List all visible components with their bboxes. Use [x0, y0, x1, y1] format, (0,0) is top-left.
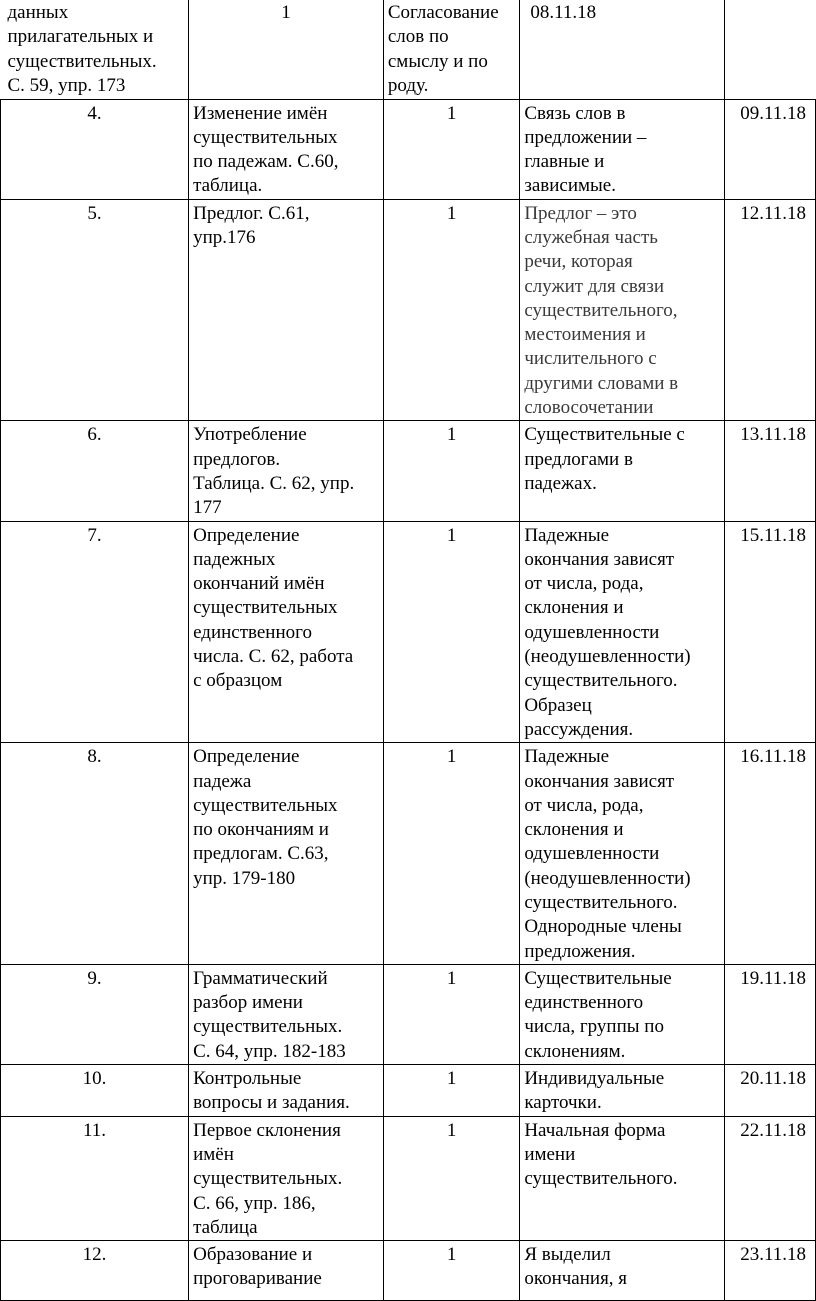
topic-cell: данных прилагательных и существительных. С. 59, упр. 173 — [1, 0, 189, 99]
row-number-cell: 6. — [1, 421, 189, 521]
table-row — [1, 964, 816, 1064]
topic-cell: Предлог. С.61, упр.176 — [189, 199, 384, 421]
table-row — [1, 743, 816, 965]
topic-cell: Образование и проговаривание — [189, 1241, 384, 1301]
concept-cell: Предлог – это служебная часть речи, которая служит для связи существительного, местоимения и числительного с другими словами в словосочетании — [520, 199, 725, 421]
concept-cell: Существительные единственного числа, группы по склонениям. — [520, 964, 725, 1064]
topic-cell: Определение падежных окончаний имён существительных единственного числа. С. 62, работа с образцом — [189, 521, 384, 743]
row-number-cell: 12. — [1, 1241, 189, 1301]
table-row — [1, 99, 816, 199]
row-number-cell: 9. — [1, 964, 189, 1064]
date-cell: 12.11.18 — [725, 199, 816, 421]
date-cell: 08.11.18 — [520, 0, 725, 99]
row-number-cell: 7. — [1, 521, 189, 743]
date-cell: 20.11.18 — [725, 1065, 816, 1117]
concept-cell: Падежные окончания зависят от числа, рода, склонения и одушевленности (неодушевленности) существительного. Однородные члены предложения. — [520, 743, 725, 965]
hours-cell: 1 — [383, 1065, 519, 1117]
hours-cell: 1 — [383, 964, 519, 1064]
date-cell: 22.11.18 — [725, 1116, 816, 1240]
date-cell: 19.11.18 — [725, 964, 816, 1064]
concept-cell: Существительные с предлогами в падежах. — [520, 421, 725, 521]
date-cell: 13.11.18 — [725, 421, 816, 521]
topic-cell: Изменение имён существительных по падежам. С.60, таблица. — [189, 99, 384, 199]
date-cell: 09.11.18 — [725, 99, 816, 199]
table-row — [1, 1241, 816, 1301]
row-number-cell: 11. — [1, 1116, 189, 1240]
hours-cell: 1 — [383, 1116, 519, 1240]
concept-cell: Индивидуальные карточки. — [520, 1065, 725, 1117]
hours-cell: 1 — [383, 743, 519, 965]
date-cell: 16.11.18 — [725, 743, 816, 965]
table-row — [1, 521, 816, 743]
concept-cell: Связь слов в предложении – главные и зависимые. — [520, 99, 725, 199]
row-number-cell: 10. — [1, 1065, 189, 1117]
topic-cell: Грамматический разбор имени существительных. С. 64, упр. 182-183 — [189, 964, 384, 1064]
topic-cell: Контрольные вопросы и задания. — [189, 1065, 384, 1117]
hours-cell: 1 — [383, 1241, 519, 1301]
hours-cell: 1 — [383, 99, 519, 199]
hours-cell: 1 — [383, 421, 519, 521]
concept-cell: Начальная форма имени существительного. — [520, 1116, 725, 1240]
date-cell: 15.11.18 — [725, 521, 816, 743]
table-row — [1, 199, 816, 421]
row-number-cell: 8. — [1, 743, 189, 965]
hours-cell: 1 — [189, 0, 384, 99]
topic-cell: Употребление предлогов. Таблица. С. 62, упр. 177 — [189, 421, 384, 521]
table-row — [1, 1116, 816, 1240]
empty-cell — [725, 0, 816, 99]
table-row-continued — [1, 0, 816, 99]
hours-cell: 1 — [383, 521, 519, 743]
date-cell: 23.11.18 — [725, 1241, 816, 1301]
hours-cell: 1 — [383, 199, 519, 421]
topic-cell: Первое склонения имён существительных. С. 66, упр. 186, таблица — [189, 1116, 384, 1240]
row-number-cell: 5. — [1, 199, 189, 421]
table-row — [1, 421, 816, 521]
topic-cell: Определение падежа существительных по окончаниям и предлогам. С.63, упр. 179-180 — [189, 743, 384, 965]
concept-cell: Падежные окончания зависят от числа, рода, склонения и одушевленности (неодушевленности) существительного. Образец рассуждения. — [520, 521, 725, 743]
concept-cell: Я выделил окончания, я — [520, 1241, 725, 1301]
table-row — [1, 1065, 816, 1117]
row-number-cell: 4. — [1, 99, 189, 199]
concept-cell: Согласование слов по смыслу и по роду. — [383, 0, 519, 99]
